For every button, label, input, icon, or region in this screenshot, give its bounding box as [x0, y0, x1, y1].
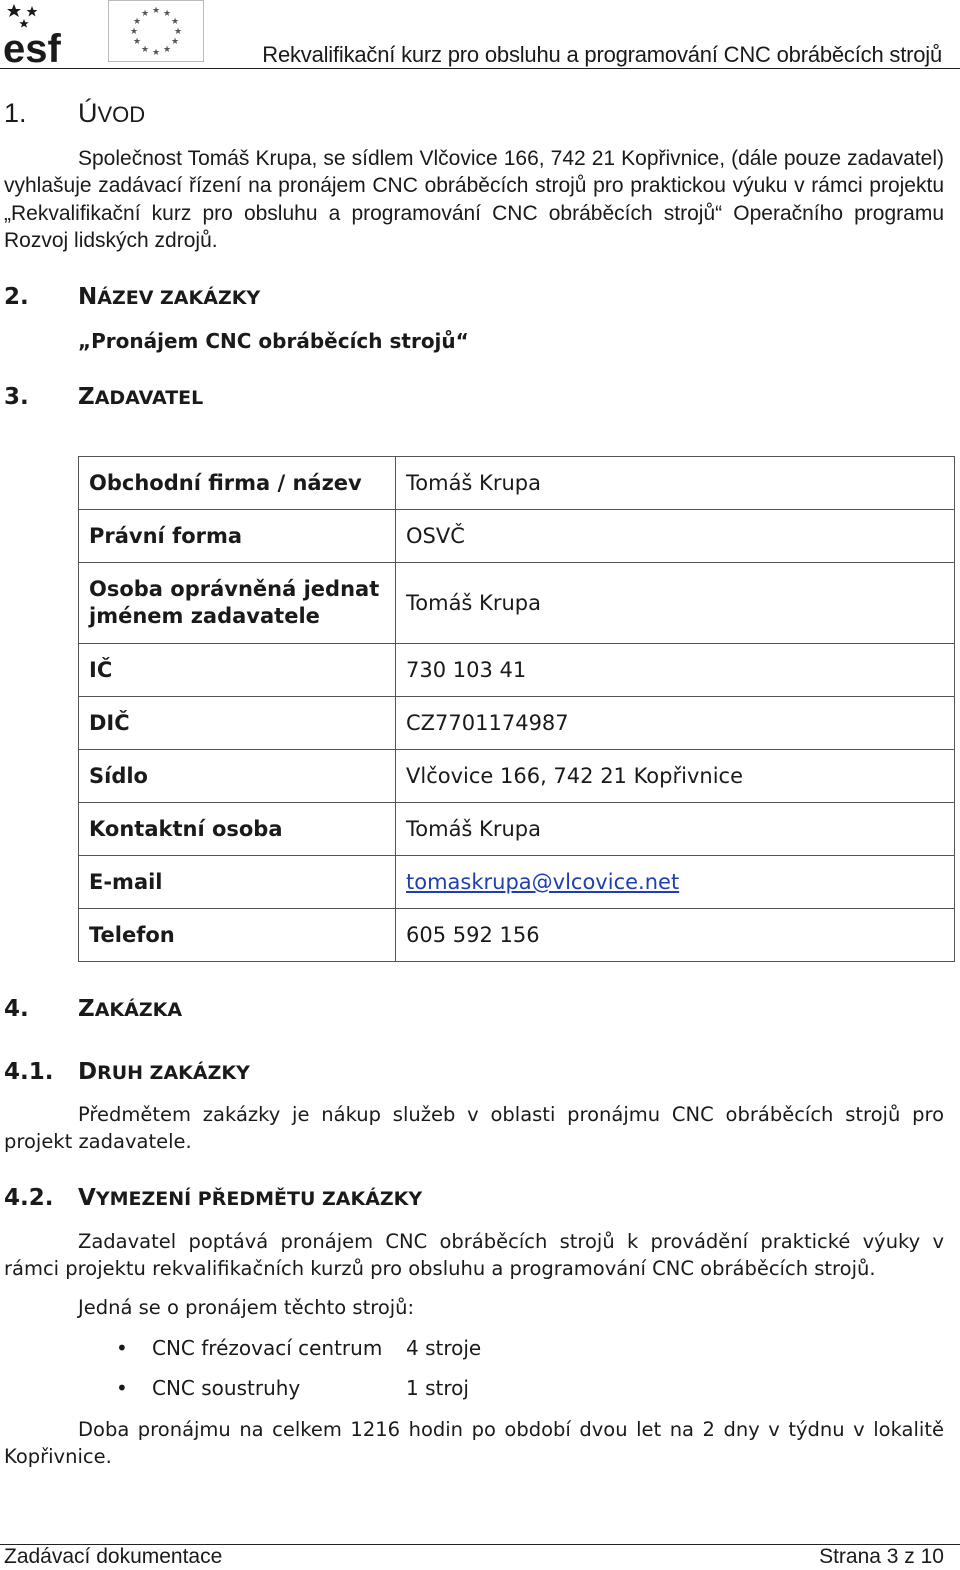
section-2-number: 2.: [4, 284, 29, 310]
section-4-2-title: YMEZENÍ PŘEDMĚTU ZAKÁZKY: [95, 1188, 423, 1210]
machine-qty: 4 stroje: [406, 1336, 482, 1360]
footer-document-title: Zadávací dokumentace: [4, 1545, 223, 1568]
table-row: [79, 510, 955, 563]
table-value: Tomáš Krupa: [396, 457, 955, 510]
table-row: [79, 856, 955, 909]
table-key: E-mail: [79, 856, 396, 909]
section-4-2-text: Zadavatel poptává pronájem CNC obráběcích strojů k provádění praktické výuky v rámci projektu rekvalifikačních kurzů pro obsluhu a programování CNC obráběcích strojů.: [4, 1230, 944, 1280]
svg-text:★: ★: [152, 6, 161, 16]
section-4-heading: [4, 996, 182, 1022]
section-4-2-heading: [4, 1185, 422, 1211]
table-key: Telefon: [79, 909, 396, 962]
table-value: OSVČ: [396, 510, 955, 563]
email-link[interactable]: tomaskrupa@vlcovice.net: [406, 870, 680, 894]
table-value: Tomáš Krupa: [396, 803, 955, 856]
svg-text:★: ★: [152, 48, 161, 58]
section-4-2-number: 4.2.: [4, 1185, 54, 1211]
svg-text:★: ★: [163, 45, 172, 55]
section-4-2-cap: V: [78, 1185, 96, 1211]
section-3-heading: [4, 384, 203, 410]
table-row: [79, 457, 955, 510]
table-value: Tomáš Krupa: [396, 563, 955, 644]
bullet-icon: •: [116, 1376, 128, 1400]
section-4-1-title: RUH ZAKÁZKY: [97, 1062, 250, 1084]
table-row: [79, 803, 955, 856]
table-key: IČ: [79, 644, 396, 697]
esf-logo-text: esf: [3, 27, 61, 64]
section-3-number: 3.: [4, 384, 29, 410]
section-1-cap: Ú: [78, 98, 98, 128]
bullet-icon: •: [116, 1336, 128, 1360]
table-key: Osoba oprávněná jednat jménem zadavatele: [79, 563, 396, 644]
contractor-table: [78, 456, 955, 962]
svg-text:★: ★: [130, 27, 139, 37]
table-key: DIČ: [79, 697, 396, 750]
list-intro: Jedná se o pronájem těchto strojů:: [78, 1296, 415, 1319]
svg-text:★: ★: [171, 17, 180, 27]
table-row: [79, 909, 955, 962]
table-value: [396, 856, 955, 909]
svg-text:★: ★: [163, 9, 172, 19]
header-title: Rekvalifikační kurz pro obsluhu a programování CNC obráběcích strojů: [262, 42, 942, 67]
section-1-text: Společnost Tomáš Krupa, se sídlem Vlčovice 166, 742 21 Kopřivnice, (dále pouze zadavatel) vyhlašuje zadávací řízení na pronájem CNC obráběcích strojů pro praktickou výuku v rámci projektu „Rekvalifikační kurz pro obsluhu a programování CNC obráběcích strojů“ Operačního programu Rozvoj lidských zdrojů.: [4, 147, 944, 253]
svg-text:★: ★: [171, 37, 180, 47]
section-4-1-text: Předmětem zakázky je nákup služeb v oblasti pronájmu CNC obráběcích strojů pro projekt zadavatele.: [4, 1103, 944, 1153]
table-key: Obchodní firma / název: [79, 457, 396, 510]
section-1-number: 1.: [4, 98, 27, 128]
svg-text:★: ★: [141, 45, 150, 55]
section-4-1-number: 4.1.: [4, 1059, 54, 1085]
svg-text:★: ★: [133, 17, 142, 27]
svg-text:★: ★: [133, 37, 142, 47]
section-4-number: 4.: [4, 996, 29, 1022]
esf-logo: [2, 2, 78, 64]
table-value: 605 592 156: [396, 909, 955, 962]
section-3-title: ADAVATEL: [94, 387, 204, 409]
section-4-title: AKÁZKA: [94, 999, 183, 1021]
section-2-heading: [4, 284, 260, 310]
section-2-title: ÁZEV ZAKÁZKY: [97, 287, 261, 309]
rental-duration-text: Doba pronájmu na celkem 1216 hodin po období dvou let na 2 dny v týdnu v lokalitě Kopřivnice.: [4, 1418, 944, 1468]
section-1-heading: [4, 98, 145, 129]
section-3-cap: Z: [78, 384, 95, 410]
table-value: 730 103 41: [396, 644, 955, 697]
section-4-cap: Z: [78, 996, 95, 1022]
contract-name: „Pronájem CNC obráběcích strojů“: [78, 329, 469, 353]
table-key: Sídlo: [79, 750, 396, 803]
svg-text:★: ★: [174, 27, 183, 37]
table-row: [79, 750, 955, 803]
machine-name: CNC frézovací centrum: [152, 1336, 383, 1360]
section-4-1-cap: D: [78, 1059, 98, 1085]
header-divider: [0, 68, 960, 69]
footer-page-number: Strana 3 z 10: [819, 1545, 944, 1568]
machine-qty: 1 stroj: [406, 1376, 469, 1400]
table-row: [79, 563, 955, 644]
section-4-1-heading: [4, 1059, 250, 1085]
section-2-cap: N: [78, 284, 98, 310]
table-key: Právní forma: [79, 510, 396, 563]
table-value: CZ7701174987: [396, 697, 955, 750]
machine-name: CNC soustruhy: [152, 1376, 301, 1400]
table-row: [79, 644, 955, 697]
section-1-title: VOD: [97, 102, 146, 127]
table-row: [79, 697, 955, 750]
table-value: Vlčovice 166, 742 21 Kopřivnice: [396, 750, 955, 803]
eu-flag-logo: [108, 0, 204, 62]
table-key: Kontaktní osoba: [79, 803, 396, 856]
svg-text:★: ★: [141, 9, 150, 19]
